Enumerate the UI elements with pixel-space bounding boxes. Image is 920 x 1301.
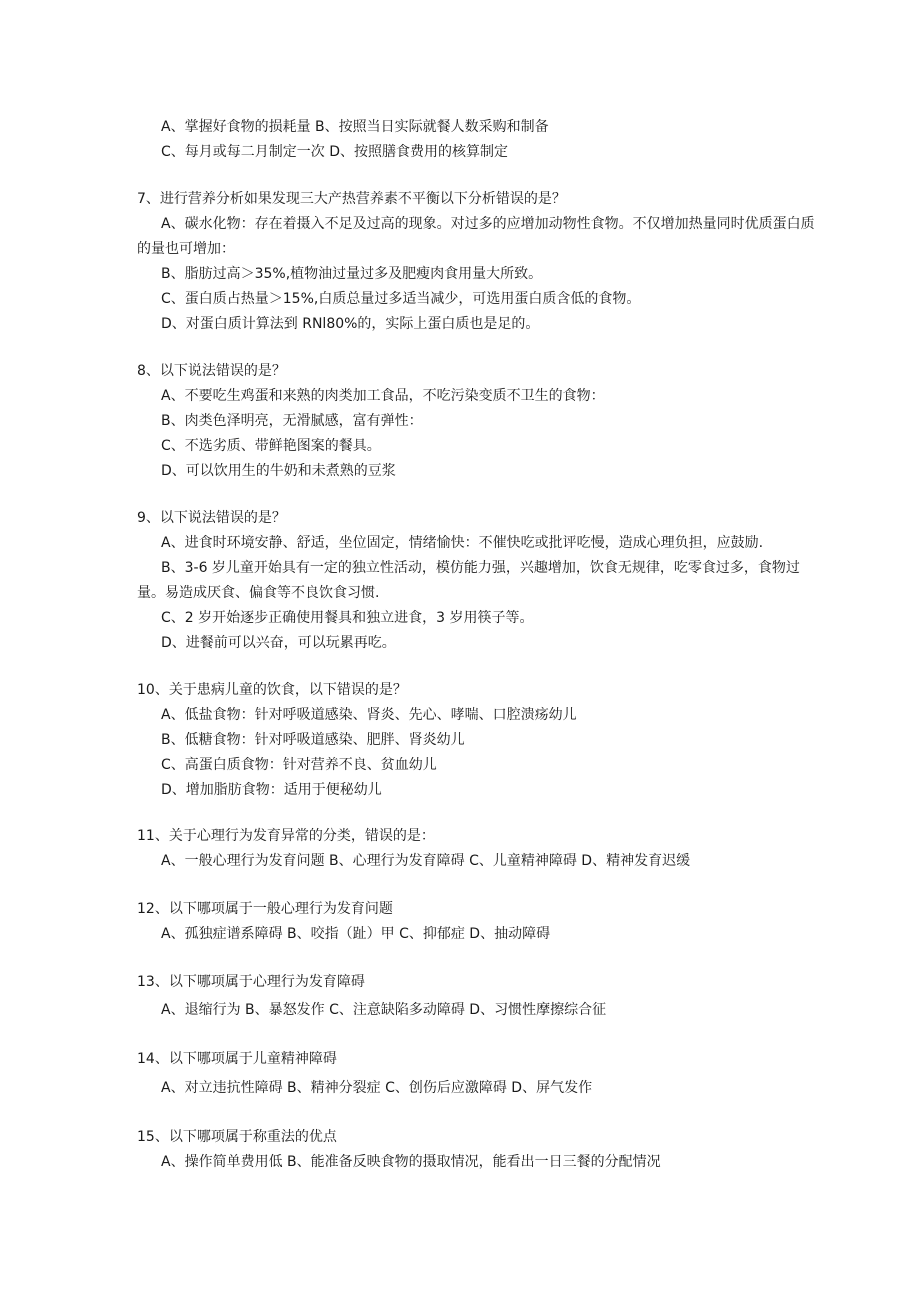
q9-line-5: D、进餐前可以兴奋，可以玩累再吃。: [161, 635, 396, 651]
q7-line-5: D、对蛋白质计算法到 RNl80%的，实际上蛋白质也是足的。: [161, 316, 540, 332]
q7-line-2: 的量也可增加：: [137, 241, 235, 257]
q9-line-4: C、2 岁开始逐步正确使用餐具和独立进食，3 岁用筷子等。: [161, 610, 534, 626]
q8-line-3: C、不选劣质、带鲜艳图案的餐具。: [161, 438, 381, 454]
q14-line-1: A、对立违抗性障碍 B、精神分裂症 C、创伤后应激障碍 D、屏气发作: [161, 1080, 593, 1096]
q13-title: 13、以下哪项属于心理行为发育障碍: [137, 974, 365, 990]
q7-line-4: C、蛋白质占热量＞15%,白质总量过多适当减少，可选用蛋白质含低的食物。: [161, 291, 641, 307]
q15-line-1: A、操作简单费用低 B、能准备反映食物的摄取情况，能看出一日三餐的分配情况: [161, 1154, 661, 1170]
q13-line-1: A、退缩行为 B、暴怒发作 C、注意缺陷多动障碍 D、习惯性摩擦综合征: [161, 1002, 607, 1018]
q11-title: 11、关于心理行为发育异常的分类，错误的是：: [137, 828, 435, 844]
q10-title: 10、关于患病儿童的饮食，以下错误的是？: [137, 682, 407, 698]
q12-title: 12、以下哪项属于一般心理行为发育问题: [137, 901, 393, 917]
q10-line-3: C、高蛋白质食物：针对营养不良、贫血幼儿: [161, 757, 437, 773]
q15-title: 15、以下哪项属于称重法的优点: [137, 1129, 337, 1145]
q12-line-1: A、孤独症谱系障碍 B、咬指（趾）甲 C、抑郁症 D、抽动障碍: [161, 926, 551, 942]
q9-line-3: 量。易造成厌食、偏食等不良饮食习惯.: [137, 585, 380, 601]
q10-line-4: D、增加脂肪食物：适用于便秘幼儿: [161, 782, 382, 798]
q8-line-4: D、可以饮用生的牛奶和未煮熟的豆浆: [161, 463, 396, 479]
q7-line-3: B、脂肪过高＞35%,植物油过量过多及肥瘦肉食用量大所致。: [161, 266, 543, 282]
q9-line-1: A、进食时环境安静、舒适，坐位固定，情绪愉快：不催快吃或批评吃慢，造成心理负担，应鼓励.: [161, 535, 764, 551]
q10-line-1: A、低盐食物：针对呼吸道感染、肾炎、先心、哮喘、口腔溃疡幼儿: [161, 707, 577, 723]
q6-option-line-1: A、掌握好食物的损耗量 B、按照当日实际就餐人数采购和制备: [161, 119, 549, 135]
q10-line-2: B、低糖食物：针对呼吸道感染、肥胖、肾炎幼儿: [161, 732, 465, 748]
q7-line-1: A、碳水化物：存在着摄入不足及过高的现象。对过多的应增加动物性食物。不仅增加热量同时优质蛋白质: [161, 216, 815, 232]
q9-title: 9、以下说法错误的是？: [137, 510, 286, 526]
q8-title: 8、以下说法错误的是？: [137, 363, 286, 379]
q9-line-2: B、3-6 岁儿童开始具有一定的独立性活动，模仿能力强，兴趣增加，饮食无规律，吃零食过多，食物过: [161, 560, 800, 576]
q8-line-1: A、不要吃生鸡蛋和来熟的肉类加工食品，不吃污染变质不卫生的食物：: [161, 388, 605, 404]
q14-title: 14、以下哪项属于儿童精神障碍: [137, 1051, 337, 1067]
q6-option-line-2: C、每月或每二月制定一次 D、按照膳食费用的核算制定: [161, 144, 509, 160]
q8-line-2: B、肉类色泽明亮，无滑腻感，富有弹性：: [161, 413, 423, 429]
q7-title: 7、进行营养分析如果发现三大产热营养素不平衡以下分析错误的是？: [137, 191, 566, 207]
q11-line-1: A、一般心理行为发育问题 B、心理行为发育障碍 C、儿童精神障碍 D、精神发育迟缓: [161, 853, 691, 869]
